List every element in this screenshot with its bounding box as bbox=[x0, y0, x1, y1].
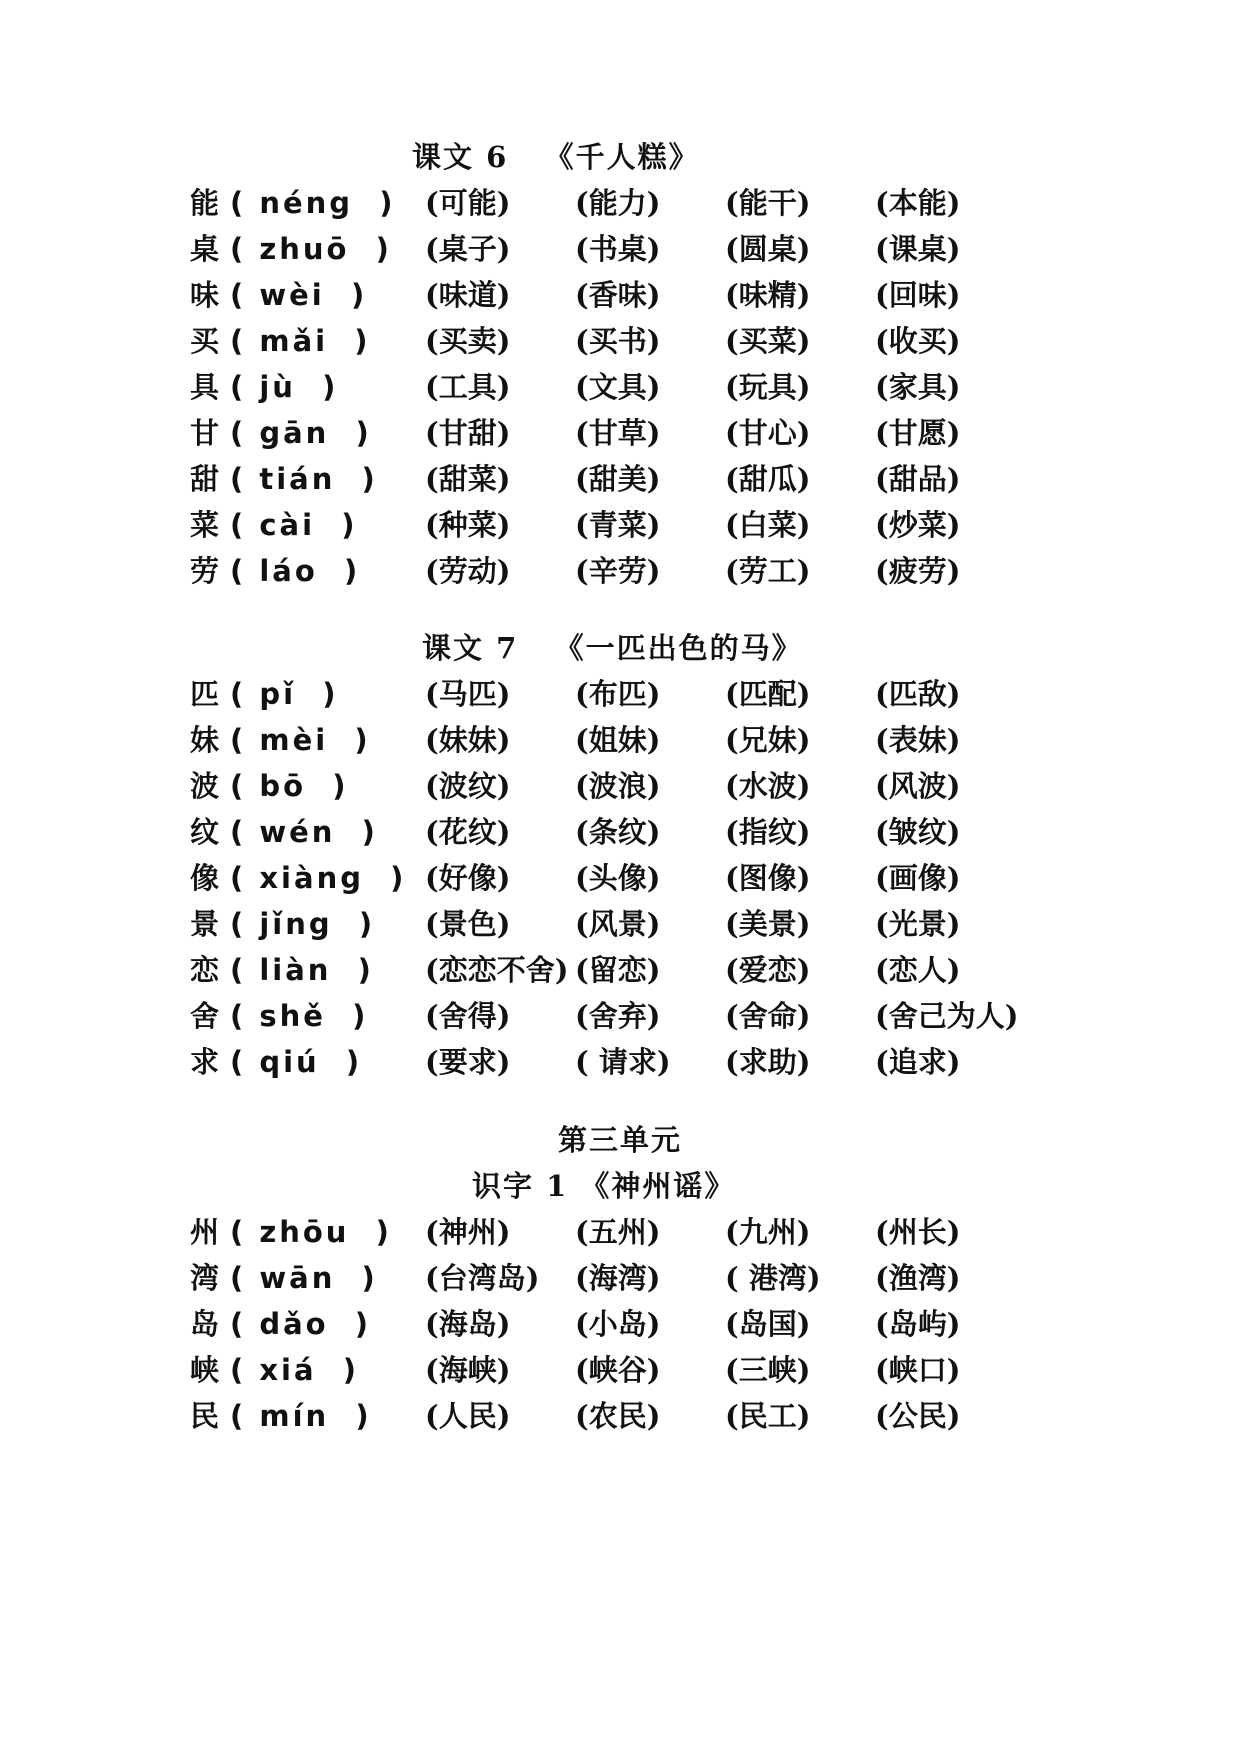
character: 民 bbox=[190, 1399, 220, 1433]
vocab-row bbox=[190, 901, 1090, 947]
character: 甜 bbox=[190, 462, 220, 496]
vocab-row bbox=[190, 364, 1090, 410]
word-1: (可能) bbox=[425, 186, 511, 220]
word-1: (波纹) bbox=[425, 769, 511, 803]
pinyin: ( zhōu ) bbox=[230, 1215, 392, 1249]
word-4: (州长) bbox=[875, 1215, 961, 1249]
word-1: (恋恋不舍) bbox=[425, 953, 569, 987]
word-1: (台湾岛) bbox=[425, 1261, 540, 1295]
vocab-row bbox=[190, 763, 1090, 809]
word-4: (岛屿) bbox=[875, 1307, 961, 1341]
character: 桌 bbox=[190, 232, 220, 266]
vocab-row bbox=[190, 226, 1090, 272]
word-3: (玩具) bbox=[725, 370, 811, 404]
word-2: (甜美) bbox=[575, 462, 661, 496]
vocab-row bbox=[190, 717, 1090, 763]
vocab-row bbox=[190, 1039, 1090, 1085]
vocab-row bbox=[190, 1255, 1090, 1301]
lesson-7-rows bbox=[190, 671, 1090, 1085]
character: 求 bbox=[190, 1045, 220, 1079]
word-1: (劳动) bbox=[425, 554, 511, 588]
vocab-row bbox=[190, 1347, 1090, 1393]
pinyin: ( jǐng ) bbox=[230, 907, 376, 941]
pinyin: ( wén ) bbox=[230, 815, 378, 849]
pinyin: ( wān ) bbox=[230, 1261, 378, 1295]
word-1: (好像) bbox=[425, 861, 511, 895]
character: 湾 bbox=[190, 1261, 220, 1295]
pinyin: ( gān ) bbox=[230, 416, 372, 450]
word-3: (圆桌) bbox=[725, 232, 811, 266]
word-1: (花纹) bbox=[425, 815, 511, 849]
word-1: (妹妹) bbox=[425, 723, 511, 757]
word-3: (劳工) bbox=[725, 554, 811, 588]
word-2: (风景) bbox=[575, 907, 661, 941]
word-3: (白菜) bbox=[725, 508, 811, 542]
word-4: (回味) bbox=[875, 278, 961, 312]
word-4: (课桌) bbox=[875, 232, 961, 266]
word-4: (皱纹) bbox=[875, 815, 961, 849]
vocab-row bbox=[190, 1209, 1090, 1255]
lesson-7-title: 课文 7 《一匹出色的马》 bbox=[422, 631, 803, 665]
vocab-row bbox=[190, 410, 1090, 456]
word-3: (三峡) bbox=[725, 1353, 811, 1387]
character: 甘 bbox=[190, 416, 220, 450]
word-4: (光景) bbox=[875, 907, 961, 941]
word-2: (农民) bbox=[575, 1399, 661, 1433]
word-3: (指纹) bbox=[725, 815, 811, 849]
word-3: (兄妹) bbox=[725, 723, 811, 757]
unit-3-heading: 第三单元 bbox=[557, 1123, 682, 1157]
word-1: (味道) bbox=[425, 278, 511, 312]
pinyin: ( tián ) bbox=[230, 462, 378, 496]
character: 具 bbox=[190, 370, 220, 404]
pinyin: ( mín ) bbox=[230, 1399, 372, 1433]
word-2: (小岛) bbox=[575, 1307, 661, 1341]
vocab-row bbox=[190, 318, 1090, 364]
word-4: (舍己为人) bbox=[875, 999, 1019, 1033]
vocab-row bbox=[190, 947, 1090, 993]
word-1: (海峡) bbox=[425, 1353, 511, 1387]
word-1: (景色) bbox=[425, 907, 511, 941]
pinyin: ( liàn ) bbox=[230, 953, 374, 987]
word-3: (舍命) bbox=[725, 999, 811, 1033]
word-2: (五州) bbox=[575, 1215, 661, 1249]
word-3: (买菜) bbox=[725, 324, 811, 358]
character: 菜 bbox=[190, 508, 220, 542]
word-3: (九州) bbox=[725, 1215, 811, 1249]
word-2: (姐妹) bbox=[575, 723, 661, 757]
word-2: (书桌) bbox=[575, 232, 661, 266]
lesson-6-section bbox=[190, 134, 1090, 594]
word-3: (匹配) bbox=[725, 677, 811, 711]
word-1: (甜菜) bbox=[425, 462, 511, 496]
vocab-row bbox=[190, 180, 1090, 226]
word-1: (马匹) bbox=[425, 677, 511, 711]
word-3: (甜瓜) bbox=[725, 462, 811, 496]
word-3: (水波) bbox=[725, 769, 811, 803]
word-4: (疲劳) bbox=[875, 554, 961, 588]
vocab-row bbox=[190, 671, 1090, 717]
character: 匹 bbox=[190, 677, 220, 711]
word-4: (收买) bbox=[875, 324, 961, 358]
pinyin: ( shě ) bbox=[230, 999, 369, 1033]
word-4: (恋人) bbox=[875, 953, 961, 987]
word-2: (舍弃) bbox=[575, 999, 661, 1033]
character: 能 bbox=[190, 186, 220, 220]
word-4: (表妹) bbox=[875, 723, 961, 757]
word-3: (能干) bbox=[725, 186, 811, 220]
word-4: (风波) bbox=[875, 769, 961, 803]
lesson-6-title: 课文 6 《千人糕》 bbox=[412, 140, 700, 174]
word-4: (公民) bbox=[875, 1399, 961, 1433]
pinyin: ( xiá ) bbox=[230, 1353, 360, 1387]
word-2: (买书) bbox=[575, 324, 661, 358]
vocab-row bbox=[190, 272, 1090, 318]
pinyin: ( jù ) bbox=[230, 370, 339, 404]
pinyin: ( mèi ) bbox=[230, 723, 371, 757]
word-2: (留恋) bbox=[575, 953, 661, 987]
word-2: (文具) bbox=[575, 370, 661, 404]
word-3: (爱恋) bbox=[725, 953, 811, 987]
word-4: (甜品) bbox=[875, 462, 961, 496]
word-2: ( 请求) bbox=[575, 1045, 671, 1079]
word-3: (民工) bbox=[725, 1399, 811, 1433]
word-4: (家具) bbox=[875, 370, 961, 404]
word-1: (人民) bbox=[425, 1399, 511, 1433]
lesson-6-rows bbox=[190, 180, 1090, 594]
word-3: ( 港湾) bbox=[725, 1261, 821, 1295]
word-1: (甘甜) bbox=[425, 416, 511, 450]
word-2: (能力) bbox=[575, 186, 661, 220]
character: 味 bbox=[190, 278, 220, 312]
word-2: (布匹) bbox=[575, 677, 661, 711]
character: 州 bbox=[190, 1215, 220, 1249]
vocab-row bbox=[190, 1393, 1090, 1439]
vocab-row bbox=[190, 993, 1090, 1039]
word-4: (炒菜) bbox=[875, 508, 961, 542]
word-2: (条纹) bbox=[575, 815, 661, 849]
word-3: (美景) bbox=[725, 907, 811, 941]
pinyin: ( mǎi ) bbox=[230, 324, 371, 358]
word-1: (种菜) bbox=[425, 508, 511, 542]
vocab-row bbox=[190, 855, 1090, 901]
word-1: (要求) bbox=[425, 1045, 511, 1079]
character: 峡 bbox=[190, 1353, 220, 1387]
word-4: (甘愿) bbox=[875, 416, 961, 450]
literacy-1-title: 识字 1 《神州谣》 bbox=[472, 1169, 736, 1203]
pinyin: ( xiàng ) bbox=[230, 861, 407, 895]
word-2: (峡谷) bbox=[575, 1353, 661, 1387]
pinyin: ( cài ) bbox=[230, 508, 358, 542]
vocab-row bbox=[190, 502, 1090, 548]
character: 劳 bbox=[190, 554, 220, 588]
word-4: (峡口) bbox=[875, 1353, 961, 1387]
pinyin: ( dǎo ) bbox=[230, 1307, 372, 1341]
word-3: (求助) bbox=[725, 1045, 811, 1079]
word-1: (舍得) bbox=[425, 999, 511, 1033]
word-2: (头像) bbox=[575, 861, 661, 895]
word-2: (波浪) bbox=[575, 769, 661, 803]
word-4: (本能) bbox=[875, 186, 961, 220]
character: 舍 bbox=[190, 999, 220, 1033]
word-4: (匹敌) bbox=[875, 677, 961, 711]
word-4: (画像) bbox=[875, 861, 961, 895]
character: 景 bbox=[190, 907, 220, 941]
word-2: (甘草) bbox=[575, 416, 661, 450]
character: 买 bbox=[190, 324, 220, 358]
word-4: (渔湾) bbox=[875, 1261, 961, 1295]
vocab-row bbox=[190, 1301, 1090, 1347]
character: 妹 bbox=[190, 723, 220, 757]
character: 岛 bbox=[190, 1307, 220, 1341]
word-3: (味精) bbox=[725, 278, 811, 312]
word-3: (甘心) bbox=[725, 416, 811, 450]
word-2: (青菜) bbox=[575, 508, 661, 542]
word-2: (辛劳) bbox=[575, 554, 661, 588]
word-3: (岛国) bbox=[725, 1307, 811, 1341]
vocab-row bbox=[190, 456, 1090, 502]
character: 波 bbox=[190, 769, 220, 803]
word-3: (图像) bbox=[725, 861, 811, 895]
vocab-row bbox=[190, 809, 1090, 855]
pinyin: ( qiú ) bbox=[230, 1045, 363, 1079]
word-4: (追求) bbox=[875, 1045, 961, 1079]
word-1: (买卖) bbox=[425, 324, 511, 358]
word-1: (神州) bbox=[425, 1215, 511, 1249]
word-2: (香味) bbox=[575, 278, 661, 312]
pinyin: ( wèi ) bbox=[230, 278, 368, 312]
word-2: (海湾) bbox=[575, 1261, 661, 1295]
word-1: (工具) bbox=[425, 370, 511, 404]
pinyin: ( bō ) bbox=[230, 769, 349, 803]
unit-3-section bbox=[190, 1117, 1090, 1439]
word-1: (桌子) bbox=[425, 232, 511, 266]
character: 恋 bbox=[190, 953, 220, 987]
literacy-1-rows bbox=[190, 1209, 1090, 1439]
word-1: (海岛) bbox=[425, 1307, 511, 1341]
character: 像 bbox=[190, 861, 220, 895]
pinyin: ( néng ) bbox=[230, 186, 396, 220]
pinyin: ( zhuō ) bbox=[230, 232, 392, 266]
pinyin: ( pǐ ) bbox=[230, 677, 339, 711]
vocab-row bbox=[190, 548, 1090, 594]
pinyin: ( láo ) bbox=[230, 554, 361, 588]
lesson-7-section bbox=[190, 625, 1090, 1085]
character: 纹 bbox=[190, 815, 220, 849]
